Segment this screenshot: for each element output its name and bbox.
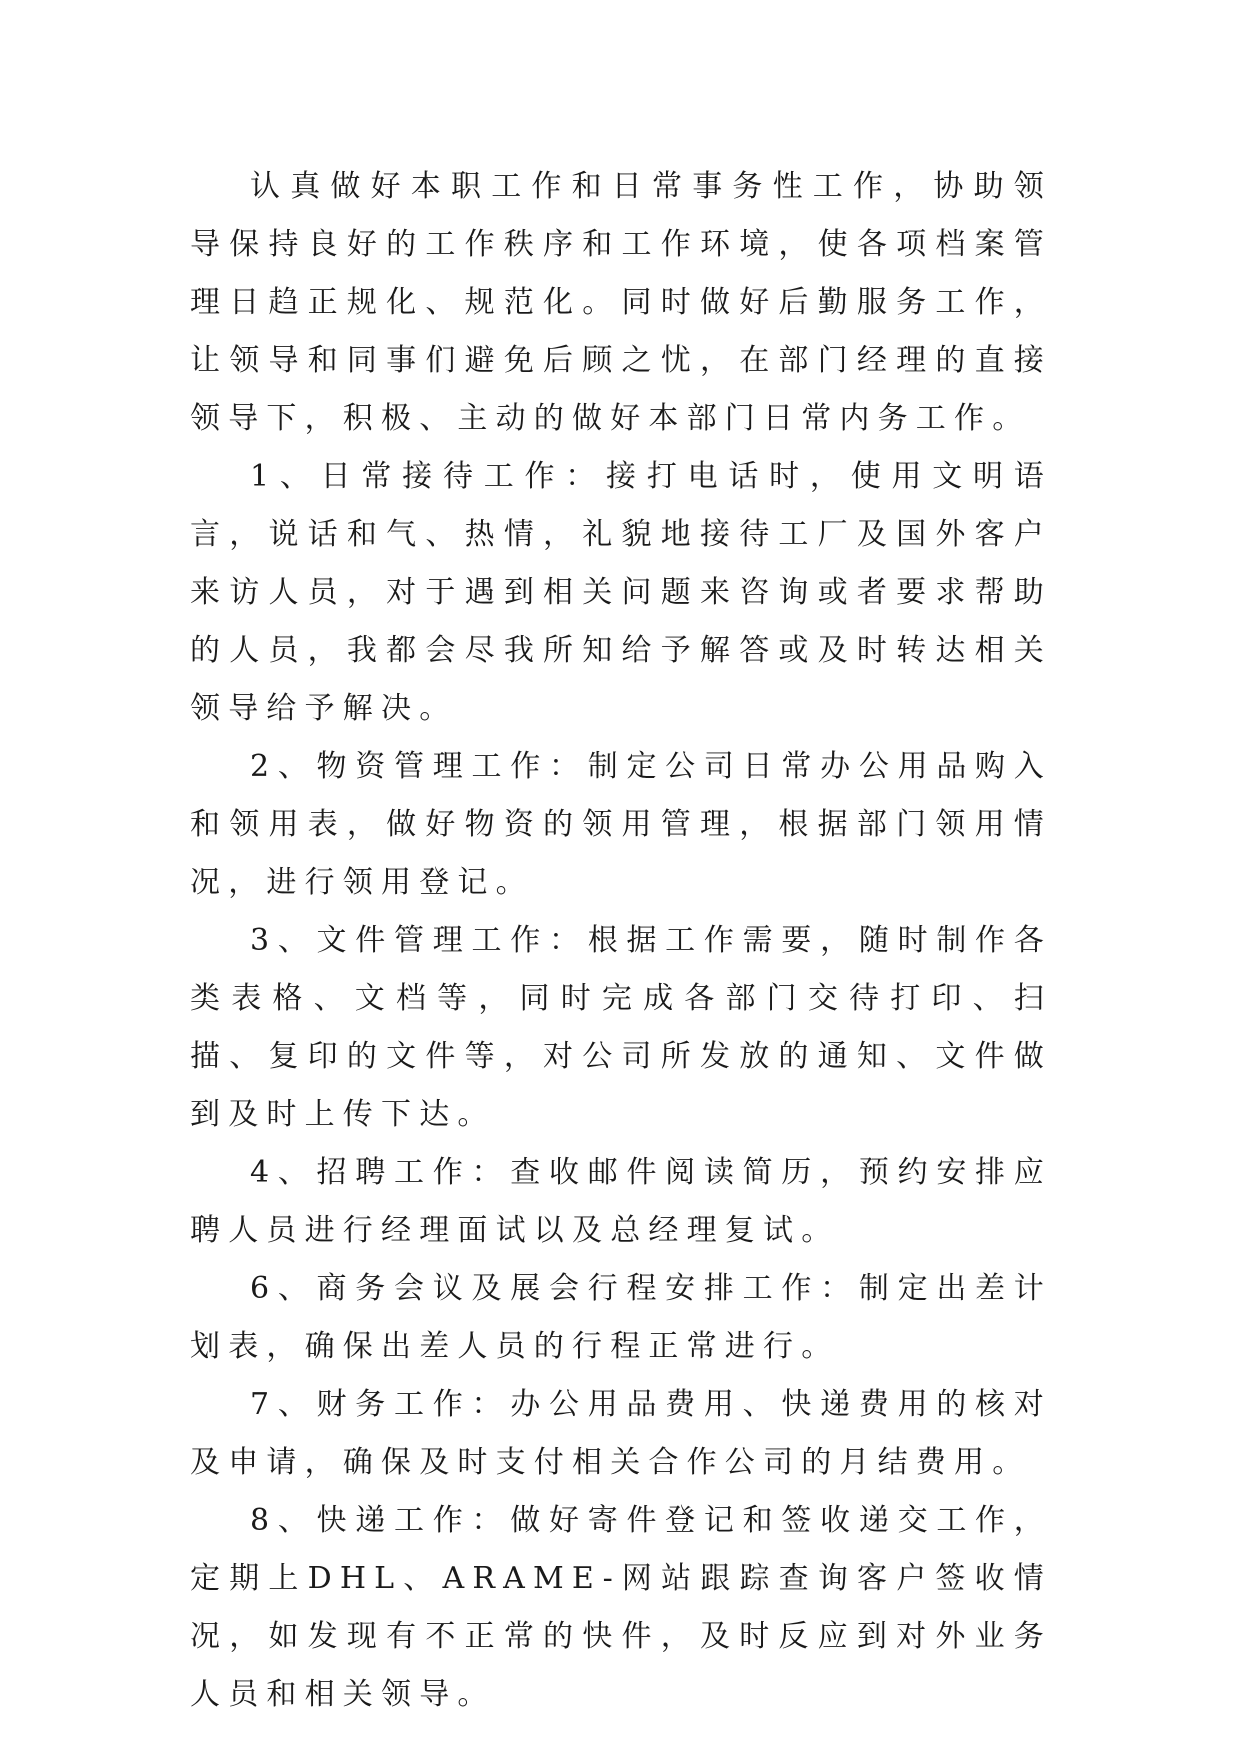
paragraph-documents: 3、文件管理工作：根据工作需要，随时制作各类表格、文档等，同时完成各部门交待打印、扫描、复印的文件等，对公司所发放的通知、文件做到及时上传下达。 (190, 923, 1052, 1132)
paragraph-supplies: 2、物资管理工作：制定公司日常办公用品购入和领用表，做好物资的领用管理，根据部门领用情况，进行领用登记。 (190, 749, 1052, 900)
paragraph-business-travel: 6、商务会议及展会行程安排工作：制定出差计划表，确保出差人员的行程正常进行。 (190, 1271, 1052, 1364)
paragraph-recruitment: 4、招聘工作：查收邮件阅读简历，预约安排应聘人员进行经理面试以及总经理复试。 (190, 1155, 1052, 1248)
document-body (190, 158, 1052, 1724)
paragraph-finance: 7、财务工作：办公用品费用、快递费用的核对及申请，确保及时支付相关合作公司的月结费用。 (190, 1387, 1052, 1480)
paragraph-intro: 认真做好本职工作和日常事务性工作，协助领导保持良好的工作秩序和工作环境，使各项档案管理日趋正规化、规范化。同时做好后勤服务工作，让领导和同事们避免后顾之忧，在部门经理的直接领导下，积极、主动的做好本部门日常内务工作。 (190, 169, 1052, 436)
paragraph-reception: 1、日常接待工作：接打电话时，使用文明语言，说话和气、热情，礼貌地接待工厂及国外客户来访人员，对于遇到相关问题来咨询或者要求帮助的人员，我都会尽我所知给予解答或及时转达相关领导给予解决。 (190, 459, 1052, 726)
paragraph-express: 8、快递工作：做好寄件登记和签收递交工作，定期上DHL、ARAME-网站跟踪查询客户签收情况，如发现有不正常的快件，及时反应到对外业务人员和相关领导。 (190, 1503, 1052, 1712)
